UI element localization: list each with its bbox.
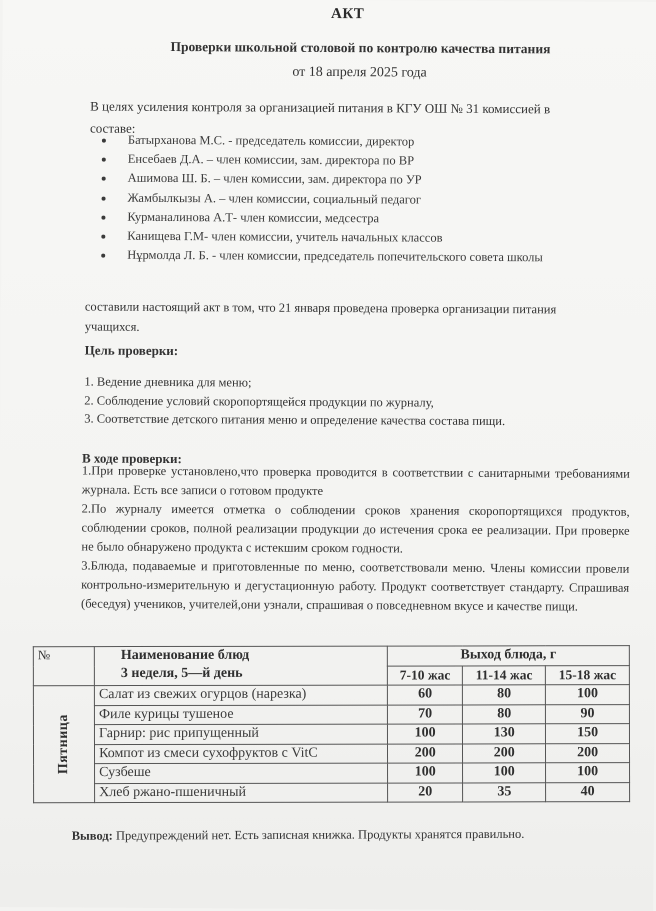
yield-value: 80: [463, 704, 546, 724]
conclusion-text: Предупреждений нет. Есть записная книжка. Продукты хранятся правильно.: [112, 826, 525, 843]
goal-item: 1. Ведение дневника для меню;: [84, 374, 252, 390]
yield-value: 60: [387, 685, 462, 705]
yield-value: 200: [546, 743, 630, 763]
member-item: • Канищева Г.М- член комиссии, учитель начальных классов: [115, 227, 543, 249]
member-item: • Курманалинова А.Т- член комиссии, медсестра: [115, 208, 543, 230]
col-number-header: №: [33, 647, 94, 686]
goal-heading: Цель проверки:: [84, 342, 179, 359]
col-name-line1: Наименование блюд: [120, 647, 250, 664]
member-item: • Жамбылкызы А. – член комиссии, социальный педагог: [116, 188, 544, 210]
age-group-header: 11-14 жас: [463, 665, 546, 685]
findings-section: [81, 461, 630, 616]
document-subtitle: Проверки школьной столовой по контролю качества питания: [170, 39, 551, 57]
day-cell: [33, 686, 94, 803]
finding-paragraph: 3.Блюда, подаваемые и приготовленные по меню, соответствовали меню. Члены комиссии провели контрольно-измерительную и дегустационную работу. Продукт соответствует стандарту. Спрашивая (беседуя) учеников, учителей,они узнали, спрашивая о повседневном вкусе и качестве пищи.: [81, 558, 630, 614]
goal-item: 3. Соответствие детского питания меню и определение качества состава пищи.: [84, 411, 506, 429]
yield-value: 100: [388, 763, 463, 783]
yield-value: 70: [387, 704, 462, 724]
yield-value: 200: [388, 743, 463, 763]
table-header-row: [33, 646, 629, 667]
dish-name: Гарнир: рис припущенный: [95, 724, 388, 744]
yield-value: 35: [463, 782, 546, 802]
yield-value: 90: [546, 704, 630, 724]
compose-paragraph: составили настоящий акт в том, что 21 января проведена проверка организации питания учащихся.: [84, 299, 557, 334]
age-group-header: 7-10 жас: [387, 665, 462, 685]
dish-name: Хлеб ржано-пшеничный: [95, 783, 388, 803]
table-row: [34, 782, 630, 803]
table-row: [34, 763, 630, 784]
dish-name: Сузбеше: [95, 763, 388, 783]
col-name-header: [94, 646, 387, 686]
dish-name: Филе курицы тушеное: [94, 705, 387, 725]
member-item: • Ашимова Ш. Б. – член комиссии, зам. директора по УР: [116, 169, 544, 191]
yield-value: 200: [463, 743, 546, 763]
goals-list: [84, 373, 505, 431]
yield-value: 80: [463, 685, 546, 705]
progress-heading: В ходе проверки:: [81, 450, 182, 467]
yield-value: 130: [463, 724, 546, 744]
conclusion-label: Вывод:: [71, 828, 113, 843]
document-date: от 18 апреля 2025 года: [292, 64, 427, 81]
yield-value: 100: [463, 763, 546, 783]
yield-value: 40: [546, 782, 630, 802]
commission-members-list: [99, 131, 543, 268]
table-row: [33, 704, 629, 725]
age-group-header: 15-18 жас: [546, 665, 630, 685]
member-item: • Батырханова М.С. - председатель комиссии, директор: [116, 131, 544, 153]
table-row: [33, 743, 629, 764]
table-row: [33, 685, 629, 706]
finding-paragraph: 1.При проверке установлено,что проверка проводится в соответствии с санитарными требованиями журнала. Есть все записи о готовом продукте: [81, 463, 630, 498]
table-row: [33, 724, 629, 745]
yield-value: 150: [546, 724, 630, 744]
goal-item: 2. Соблюдение условий скоропортящейся продукции по журналу,: [84, 393, 434, 410]
day-label: Пятница: [55, 714, 72, 775]
dish-name: Салат из свежих огурцов (нарезка): [94, 685, 387, 705]
menu-table: [33, 645, 630, 803]
conclusion: [72, 827, 525, 844]
intro-paragraph: В целях усиления контроля за организацией питания в КГУ ОШ № 31 комиссией в составе:: [89, 98, 551, 136]
yield-value: 100: [388, 724, 463, 744]
member-item: • Нұрмолда Л. Б. - член комиссии, председатель попечительского совета школы: [115, 246, 543, 268]
yield-value: 100: [546, 685, 630, 705]
yield-value: 100: [546, 763, 630, 783]
finding-paragraph: 2.По журналу имеется отметка о соблюдении сроков хранения скоропортящихся продуктов, соблюдении сроков, полной реализации продукции до истечения срока ее реализации. При проверке не было обнаружено продукта с истекшим сроком годности.: [81, 501, 630, 556]
document-title: АКТ: [331, 6, 365, 23]
dish-name: Компот из смеси сухофруктов с VitC: [95, 744, 388, 764]
col-name-line2: 3 неделя, 5—й день: [120, 665, 243, 682]
yield-value: 20: [388, 782, 463, 802]
col-yield-header: Выход блюда, г: [387, 646, 629, 666]
member-item: • Енсебаев Д.А. – член комиссии, зам. директора по ВР: [116, 150, 544, 172]
